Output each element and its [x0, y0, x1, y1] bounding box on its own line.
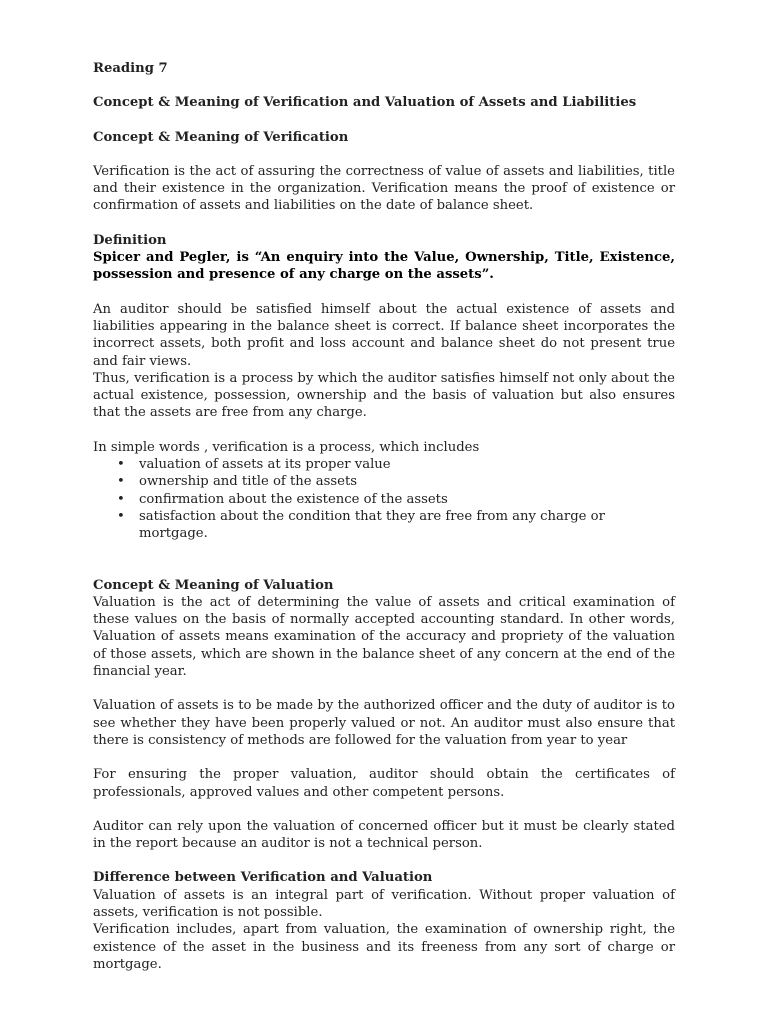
authorized-paragraph: Valuation of assets is to be made by the authorized officer and the duty of auditor is to see whether they have been properly valued or not. An auditor must also ensure that there is consistency of methods are followed for the valuation from year to year — [93, 698, 675, 748]
simple-words-intro: In simple words , verification is a process, which includes — [93, 439, 480, 455]
main-title: Concept & Meaning of Verification and Valuation of Assets and Liabilities — [93, 95, 637, 111]
verification-heading: Concept & Meaning of Verification — [93, 129, 349, 145]
list-item — [117, 456, 675, 473]
list-item-text: valuation of assets at its proper value — [139, 457, 391, 473]
list-item-text: ownership and title of the assets — [139, 474, 358, 490]
list-item — [117, 491, 675, 508]
difference-paragraph-1: Valuation of assets is an integral part of verification. Without proper valuation of assets, verification is not possible. — [93, 887, 675, 920]
document-page — [93, 60, 675, 973]
verification-paragraph: Verification is the act of assuring the correctness of value of assets and liabilities, title and their existence in the organization. Verification means the proof of existence or confirmation of assets and liabilities on the date of balance sheet. — [93, 163, 675, 214]
ensuring-paragraph: For ensuring the proper valuation, auditor should obtain the certificates of professionals, approved values and other competent persons. — [93, 767, 675, 800]
bullet-icon: • — [117, 508, 125, 524]
list-item — [117, 508, 675, 543]
auditor-paragraph: An auditor should be satisfied himself about the actual existence of assets and liabilities appearing in the balance sheet is correct. If balance sheet incorporates the incorrect assets, both profit and loss account and balance sheet do not present true and fair views. — [93, 301, 675, 369]
definition-heading: Definition — [93, 232, 167, 248]
thus-paragraph: Thus, verification is a process by which the auditor satisfies himself not only about the actual existence, possession, ownership and the basis of valuation but also ensures that the assets are free from any charge. — [93, 370, 675, 421]
list-item-text: confirmation about the existence of the assets — [139, 491, 448, 507]
reading-label: Reading 7 — [93, 61, 168, 76]
list-item-text: satisfaction about the condition that they are free from any charge or mortgage. — [139, 508, 605, 542]
bullet-icon: • — [117, 474, 125, 490]
includes-list — [93, 456, 675, 542]
valuation-paragraph: Valuation is the act of determining the value of assets and critical examination of these values on the basis of normally accepted accounting standard. In other words, Valuation of assets means examination of the accuracy and propriety of the valuation of those assets, which are shown in the balance sheet of any concern at the end of the financial year. — [93, 594, 675, 680]
rely-paragraph: Auditor can rely upon the valuation of concerned officer but it must be clearly stated in the report because an auditor is not a technical person. — [93, 818, 675, 852]
definition-quote: Spicer and Pegler, is “An enquiry into the Value, Ownership, Title, Existence, possession and presence of any charge on the assets”. — [93, 250, 675, 283]
difference-heading: Difference between Verification and Valuation — [93, 870, 433, 886]
bullet-icon: • — [117, 457, 125, 473]
difference-paragraph-2: Verification includes, apart from valuation, the examination of ownership right, the existence of the asset in the business and its freeness from any sort of charge or mortgage. — [93, 922, 675, 972]
bullet-icon: • — [117, 491, 125, 507]
valuation-heading: Concept & Meaning of Valuation — [93, 577, 334, 593]
list-item — [117, 473, 675, 490]
